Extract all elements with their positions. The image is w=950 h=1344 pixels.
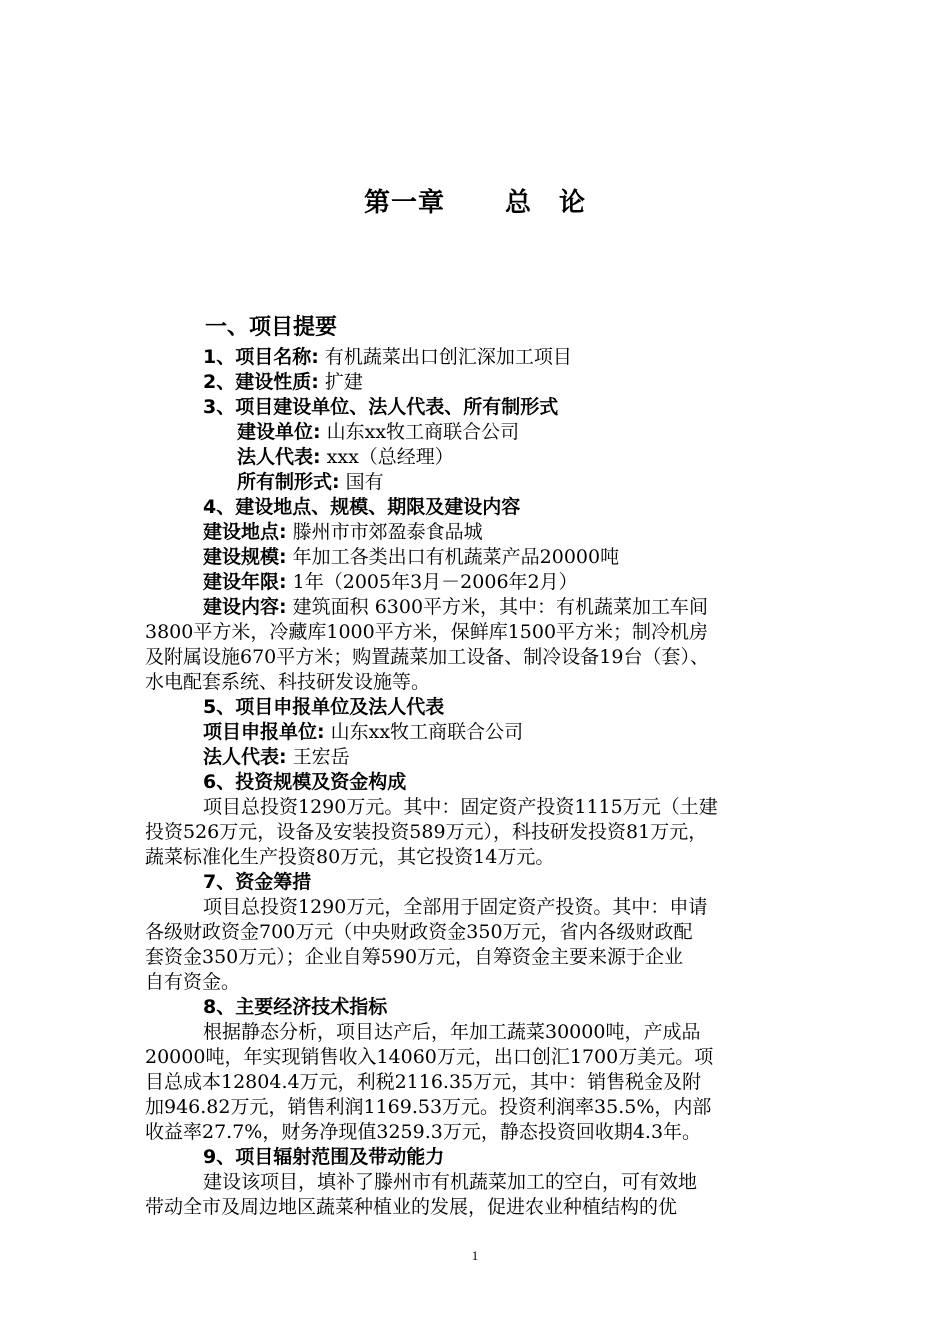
document-body xyxy=(145,345,825,1220)
item-7-line2: 各级财政资金700万元（中央财政资金350万元，省内各级财政配 xyxy=(145,921,693,943)
item-legal-rep: 法人代表: xxx（总经理） xyxy=(237,446,454,468)
item-construction-nature: 2、建设性质: 扩建 xyxy=(203,371,363,393)
item-4-heading: 4、建设地点、规模、期限及建设内容 xyxy=(203,496,521,518)
item-8-line3: 目总成本12804.4万元，利税2116.35万元，其中：销售税金及附 xyxy=(145,1071,702,1093)
item-content-line3: 及附属设施670平方米；购置蔬菜加工设备、制冷设备19台（套）、 xyxy=(145,646,709,668)
item-7-line4: 自有资金。 xyxy=(145,971,241,993)
item-3-heading: 3、项目建设单位、法人代表、所有制形式 xyxy=(203,396,559,418)
chapter-name: 总 论 xyxy=(505,188,587,218)
item-7-heading: 7、资金筹措 xyxy=(203,871,312,893)
chapter-title xyxy=(0,182,950,219)
item-7-line3: 套资金350万元）；企业自筹590万元，自筹资金主要来源于企业 xyxy=(145,946,684,968)
item-applicant-rep: 法人代表: 王宏岳 xyxy=(203,746,350,768)
item-applicant: 项目申报单位: 山东xx牧工商联合公司 xyxy=(203,721,524,743)
item-5-heading: 5、项目申报单位及法人代表 xyxy=(203,696,445,718)
chapter-number: 第一章 xyxy=(363,188,445,218)
item-scale: 建设规模: 年加工各类出口有机蔬菜产品20000吨 xyxy=(203,546,620,568)
item-construction-unit: 建设单位: 山东xx牧工商联合公司 xyxy=(237,421,520,443)
item-content-line2: 3800平方米，冷藏库1000平方米，保鲜库1500平方米；制冷机房 xyxy=(145,621,709,643)
item-9-heading: 9、项目辐射范围及带动能力 xyxy=(203,1146,445,1168)
item-8-line2: 20000吨，年实现销售收入14060万元，出口创汇1700万美元。项 xyxy=(145,1046,714,1068)
item-8-line4: 加946.82万元，销售利润1169.53万元。投资利润率35.5%，内部 xyxy=(145,1096,712,1118)
section-title: 一、项目提要 xyxy=(205,315,338,340)
item-9-line2: 带动全市及周边地区蔬菜种植业的发展，促进农业种植结构的优 xyxy=(145,1196,678,1218)
item-9-line1: 建设该项目，填补了滕州市有机蔬菜加工的空白，可有效地 xyxy=(203,1171,698,1193)
item-6-line1: 项目总投资1290万元。其中：固定资产投资1115万元（土建 xyxy=(203,796,718,818)
item-content-line4: 水电配套系统、科技研发设施等。 xyxy=(145,671,431,693)
item-6-heading: 6、投资规模及资金构成 xyxy=(203,771,407,793)
item-content-line1: 建设内容: 建筑面积 6300平方米，其中：有机蔬菜加工车间 xyxy=(203,596,709,618)
item-6-line2: 投资526万元，设备及安装投资589万元），科技研发投资81万元， xyxy=(145,821,708,843)
item-8-heading: 8、主要经济技术指标 xyxy=(203,996,388,1018)
item-7-line1: 项目总投资1290万元，全部用于固定资产投资。其中：申请 xyxy=(203,896,708,918)
item-8-line1: 根据静态分析，项目达产后，年加工蔬菜30000吨，产成品 xyxy=(203,1021,701,1043)
item-project-name: 1、项目名称: 有机蔬菜出口创汇深加工项目 xyxy=(203,346,572,368)
page-number: 1 xyxy=(471,1248,479,1263)
item-8-line5: 收益率27.7%，财务净现值3259.3万元，静态投资回收期4.3年。 xyxy=(145,1121,702,1143)
item-6-line3: 蔬菜标准化生产投资80万元，其它投资14万元。 xyxy=(145,846,555,868)
item-location: 建设地点: 滕州市市郊盈泰食品城 xyxy=(203,521,483,543)
item-ownership: 所有制形式: 国有 xyxy=(237,471,384,493)
item-period: 建设年限: 1年（2005年3月－2006年2月） xyxy=(203,571,578,593)
